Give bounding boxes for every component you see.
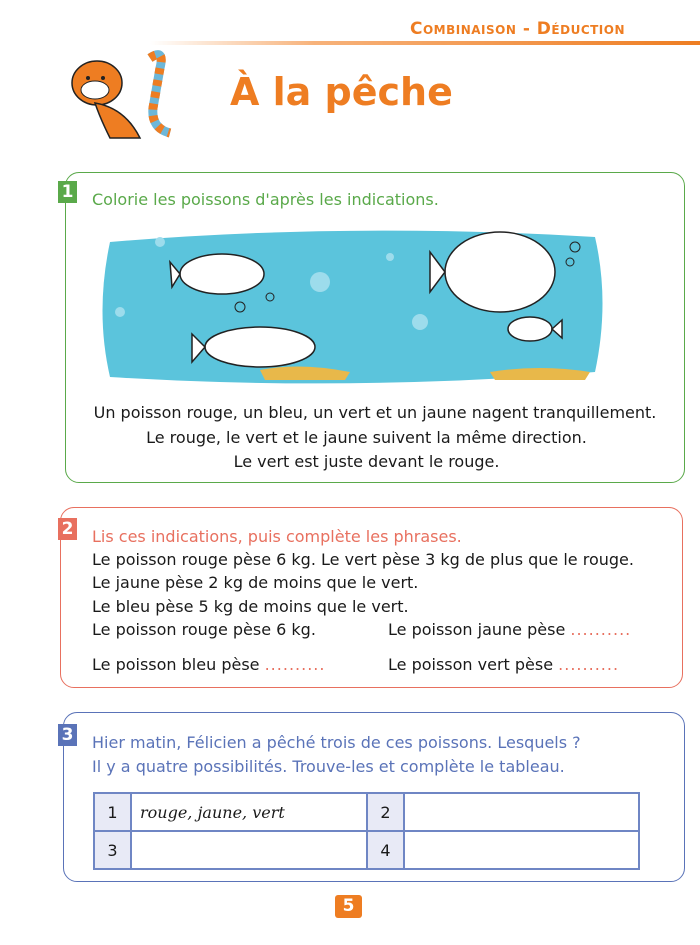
answer-cell[interactable] xyxy=(131,831,367,869)
exercise-2-line: Le bleu pèse 5 kg de moins que le vert. xyxy=(92,597,409,616)
answer-blank[interactable]: .......... xyxy=(558,655,620,674)
answer-jaune: Le poisson jaune pèse .......... xyxy=(388,620,632,639)
answer-blank[interactable]: .......... xyxy=(264,655,326,674)
exercise-2-number: 2 xyxy=(58,518,77,540)
fish-illustration xyxy=(100,222,605,390)
exercise-1-line: Le vert est juste devant le rouge. xyxy=(233,452,500,471)
page-title: À la pêche xyxy=(230,70,453,114)
exercise-1-instruction: Colorie les poissons d'après les indications. xyxy=(92,190,439,209)
exercise-1-line: Un poisson rouge, un bleu, un vert et un jaune nagent tranquillement. xyxy=(93,403,657,422)
table-row xyxy=(94,793,639,831)
answer-vert: Le poisson vert pèse .......... xyxy=(388,655,620,674)
row-number: 1 xyxy=(94,793,131,831)
exercise-2-instruction: Lis ces indications, puis complète les phrases. xyxy=(92,527,462,546)
table-row xyxy=(94,831,639,869)
exercise-3-instruction: Hier matin, Félicien a pêché trois de ces poissons. Lesquels ? xyxy=(92,733,581,752)
answer-blank[interactable]: .......... xyxy=(570,620,632,639)
exercise-2-line: Le jaune pèse 2 kg de moins que le vert. xyxy=(92,573,419,592)
row-number: 4 xyxy=(367,831,404,869)
page-number: 5 xyxy=(335,895,362,918)
answer-rouge: Le poisson rouge pèse 6 kg. xyxy=(92,620,316,639)
answer-cell[interactable] xyxy=(404,793,639,831)
exercise-1-line: Le rouge, le vert et le jaune suivent la même direction. xyxy=(146,428,587,447)
answer-bleu: Le poisson bleu pèse .......... xyxy=(92,655,326,674)
header-rule xyxy=(150,41,700,45)
answer-table xyxy=(93,792,640,870)
exercise-2-line: Le poisson rouge pèse 6 kg. Le vert pèse 3 kg de plus que le rouge. xyxy=(92,550,634,569)
cat-illustration xyxy=(55,48,195,143)
answer-cell[interactable]: rouge, jaune, vert xyxy=(131,793,367,831)
section-header: Combinaison - Déduction xyxy=(410,19,626,39)
exercise-3-instruction: Il y a quatre possibilités. Trouve-les et complète le tableau. xyxy=(92,757,565,776)
answer-cell[interactable] xyxy=(404,831,639,869)
exercise-3-number: 3 xyxy=(58,724,77,746)
row-number: 3 xyxy=(94,831,131,869)
row-number: 2 xyxy=(367,793,404,831)
exercise-1-number: 1 xyxy=(58,181,77,203)
